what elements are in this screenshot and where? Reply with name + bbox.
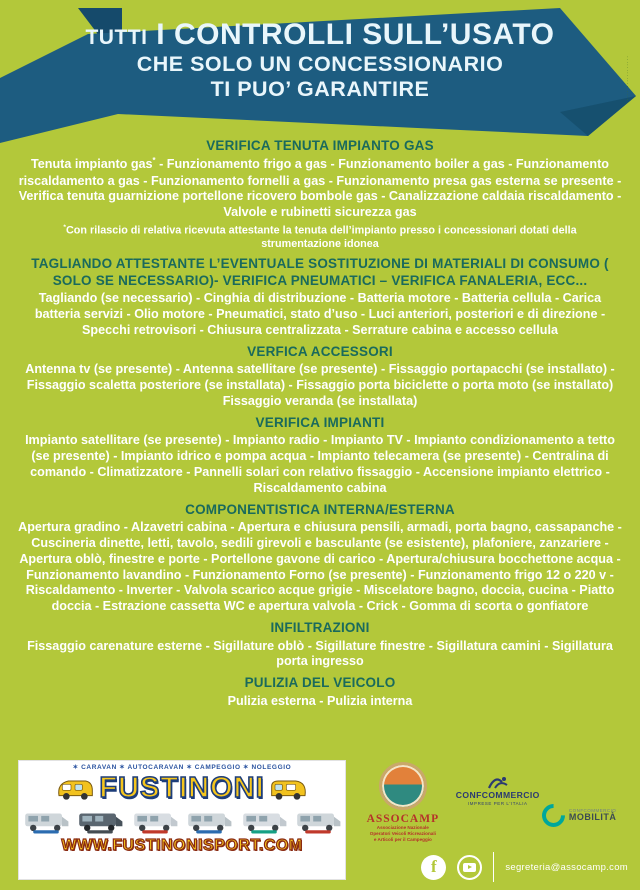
section-heading: INFILTRAZIONI bbox=[270, 620, 370, 636]
confcommercio-subtitle: IMPRESE PER L'ITALIA bbox=[467, 801, 528, 806]
section-tagliando bbox=[14, 256, 626, 339]
body-text: Tenuta impianto gas bbox=[31, 157, 153, 172]
section-heading: PULIZIA DEL VEICOLO bbox=[244, 675, 396, 691]
cartoon-motorhome-icon bbox=[55, 774, 95, 804]
vehicle-thumbnail bbox=[76, 808, 124, 835]
confcommercio-name: CONFCOMMERCIO bbox=[455, 790, 540, 800]
section-body: Tagliando (se necessario) - Cinghia di distribuzione - Batteria motore - Batteria cellula - Carica batteria servizi - Olio motore - Pneumatici, stato d’uso - Luci anteriori, posteriori e di direzione - Specchi retrovisori - Chiusura centralizzata - Serrature cabina e accesso cellula bbox=[34, 290, 606, 337]
banner-line-3: TI PUO’ GARANTIRE bbox=[210, 76, 430, 101]
fustinoni-brand-row bbox=[55, 772, 308, 805]
section-body: Impianto satellitare (se presente) - Impianto radio - Impianto TV - Impianto condizionamento a tetto (se presente) - Impianto idrico e pompa acqua - Impianto telecamera (se presente) - Centralina di comando - Climatizzatore - Pannelli solari con relativo fissaggio - Accensione impianto elettrico - Riscaldamento cabina bbox=[25, 433, 615, 495]
vehicle-thumbnail bbox=[240, 808, 288, 835]
confcommercio-logo-block bbox=[454, 774, 542, 844]
assocamp-emblem-icon bbox=[379, 762, 427, 810]
section-pulizia-veicolo bbox=[14, 675, 626, 709]
divider bbox=[493, 852, 494, 882]
confcommercio-emblem-icon bbox=[487, 774, 509, 790]
section-verifica-impianti bbox=[14, 415, 626, 497]
section-heading: TAGLIANDO ATTESTANTE L’EVENTUALE SOSTITUZIONE DI MATERIALI DI CONSUMO ( SOLO SE NECESSARIO)- VERIFICA PNEUMATICI – VERIFICA FANALERIA, ECC... bbox=[31, 256, 609, 288]
section-heading: COMPONENTISTICA INTERNA/ESTERNA bbox=[185, 501, 455, 517]
assocamp-tagline bbox=[370, 825, 436, 844]
vehicle-thumbnail bbox=[22, 808, 70, 835]
banner-line-2: CHE SOLO UN CONCESSIONARIO bbox=[136, 51, 504, 76]
section-infiltrazioni bbox=[14, 620, 626, 670]
section-componentistica bbox=[14, 502, 626, 616]
social-contact-row bbox=[421, 852, 628, 882]
section-verifica-accessori bbox=[14, 344, 626, 410]
section-body bbox=[17, 156, 623, 221]
banner-line1-prefix: TUTTI bbox=[85, 26, 148, 49]
section-body: Apertura gradino - Alzavetri cabina - Apertura e chiusura pensili, armadi, porta bagno, cassapanche - Cuscineria dinette, letti, tavolo, sedili girevoli e basculante (se esistente), plafoniere, zanzariere - Apertura oblò, finestre e porte - Portellone gavone di carico - Apertura/chiusura bocchettone acqua - Funzionamento lavandino - Funzionamento Forno (se presente) - Funzionamento frigo 12 o 220 v - Riscaldamento - Inverter - Valvola scarico acque grigie - Miscelatore bagno, doccia, cucina - Piatto doccia - Estrazione cassetta WC e apertura valvola - Crick - Gomma di scorta o gonfiatore bbox=[18, 519, 622, 614]
mobilita-logo-block bbox=[542, 788, 634, 844]
footnote-text: Con rilascio di relativa ricevuta attestante la tenuta dell’impianto presso i concessionari dotati della strumentazione idonea bbox=[66, 224, 577, 250]
section-footnote bbox=[35, 224, 605, 251]
banner-line1-main: I CONTROLLI SULL’USATO bbox=[147, 18, 555, 51]
section-body: Pulizia esterna - Pulizia interna bbox=[227, 693, 413, 708]
mobilita-line2: MOBILITÀ bbox=[568, 812, 617, 823]
section-verifica-tenuta-impianto-gas bbox=[14, 138, 626, 251]
banner-line-1 bbox=[0, 20, 640, 51]
fustinoni-tagline: ✶ CARAVAN ✶ AUTOCARAVAN ✶ CAMPEGGIO ✶ NOLEGGIO bbox=[72, 764, 292, 771]
body-text: - Funzionamento frigo a gas - Funzionamento boiler a gas - Funzionamento riscaldamento a gas - Funzionamento fornelli a gas - Funzionamento presa gas esterna se presente - Verifica tenuta guarnizione portellone ricovero bombole gas - Canalizzazione caldaia riscaldamento - Valvole e rubinetti sicurezza gas bbox=[18, 157, 622, 220]
facebook-icon[interactable]: f bbox=[421, 855, 446, 880]
footer bbox=[0, 756, 640, 890]
vehicle-thumbnail bbox=[294, 808, 342, 835]
cartoon-camper-icon bbox=[269, 774, 309, 804]
vehicle-thumbnail bbox=[185, 808, 233, 835]
youtube-icon[interactable] bbox=[457, 855, 482, 880]
banner-title bbox=[0, 20, 640, 100]
assocamp-tagline-line: e Articoli per il Campeggio bbox=[373, 837, 432, 843]
contact-email[interactable]: segreteria@assocamp.com bbox=[505, 861, 628, 873]
footnote-asterisk: * bbox=[152, 156, 156, 166]
header-ribbon bbox=[0, 0, 640, 132]
section-heading: VERFICA ACCESSORI bbox=[247, 343, 393, 359]
section-body: Antenna tv (se presente) - Antenna satellitare (se presente) - Fissaggio portapacchi (se installato) - Fissaggio scaletta posteriore (se installata) - Fissaggio porta biciclette o porta moto (se installato) Fissaggio veranda (se installata) bbox=[25, 362, 615, 408]
footnote-asterisk: * bbox=[63, 224, 66, 232]
assocamp-name: ASSOCAMP bbox=[366, 813, 440, 825]
fustinoni-website-link[interactable]: WWW.FUSTINONISPORT.COM bbox=[61, 837, 303, 854]
checklist-content bbox=[0, 132, 640, 710]
fustinoni-logo-text: FUSTINONI bbox=[99, 772, 265, 804]
mobilita-text bbox=[569, 808, 617, 823]
mobilita-swirl-icon bbox=[537, 800, 570, 833]
section-heading: VERIFICA IMPIANTI bbox=[255, 414, 385, 430]
assocamp-logo-block bbox=[352, 762, 454, 844]
association-logos bbox=[352, 760, 634, 844]
fustinoni-ad-box bbox=[18, 760, 346, 880]
vehicle-thumbnails-row bbox=[22, 808, 342, 835]
section-body: Fissaggio carenature esterne - Sigillature oblò - Sigillature finestre - Sigillatura camini - Sigillatura porta ingresso bbox=[27, 638, 613, 669]
vertical-credit-text: ·················· bbox=[624, 56, 630, 104]
assocamp-tagline-line: Associazione Nazionale bbox=[376, 825, 429, 830]
section-heading: VERIFICA TENUTA IMPIANTO GAS bbox=[206, 138, 434, 153]
assocamp-tagline-line: Operatori Veicoli Ricreazionali bbox=[369, 831, 436, 837]
mobilita-line1: CONFCOMMERCIO bbox=[568, 808, 617, 814]
vehicle-thumbnail bbox=[131, 808, 179, 835]
